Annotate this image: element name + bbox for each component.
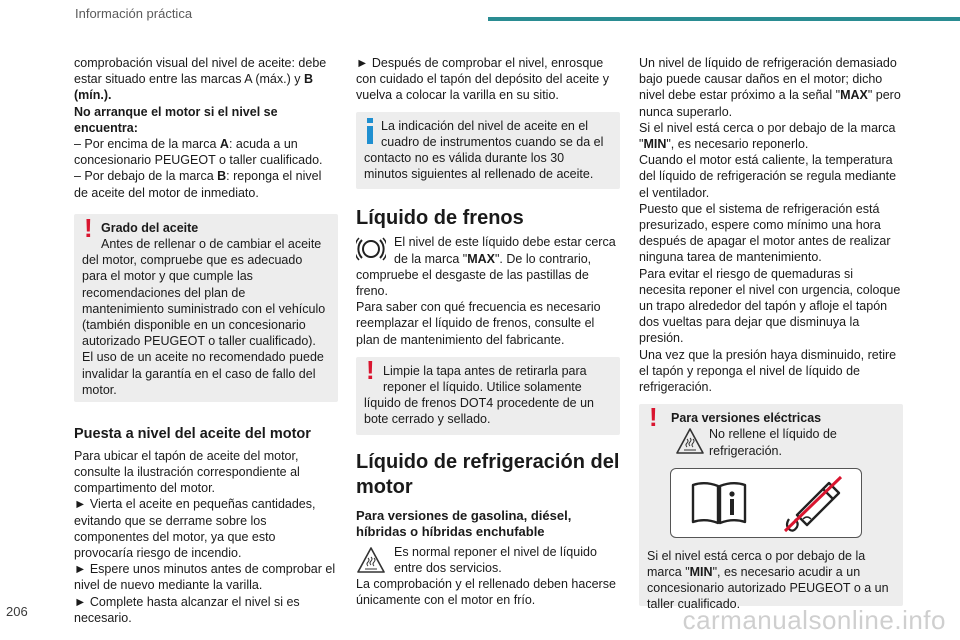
note-text: del motor, compruebe que es adecuado para el motor y que cumple las recomendaciones del plan de mantenimiento suministrado con el vehículo (también disponible en un concesionario autorizado PEUGEOT o taller cualificado). bbox=[82, 253, 326, 349]
brake-cap-warning bbox=[356, 354, 620, 435]
coolant-heading: Líquido de refrigeración del motor bbox=[356, 450, 620, 498]
no-refill-icon bbox=[779, 473, 847, 533]
text: entre dos servicios. bbox=[394, 560, 502, 575]
min-label: MIN bbox=[643, 137, 667, 152]
text: Un nivel de líquido de refrigeración demasiado bajo puede causar daños en el motor; dicho nivel debe estar próximo a la señal " bbox=[639, 56, 897, 103]
text: ", es necesario reponerlo. bbox=[666, 137, 809, 152]
pressurized-paragraph: Puesto que el sistema de refrigeración está presurizado, espere como mínimo una hora después de apagar el motor antes de realizar ninguna tarea de mantenimiento. bbox=[639, 201, 891, 265]
note-text: No rellene el líquido de bbox=[709, 427, 837, 442]
page-number: 206 bbox=[6, 604, 28, 619]
column-2 bbox=[356, 55, 620, 608]
text: La comprobación y el rellenado deben hacerse únicamente con el motor en frío. bbox=[356, 577, 616, 608]
warning-exclamation-icon: ! bbox=[649, 402, 658, 433]
text: – Por encima de la marca bbox=[74, 137, 220, 152]
step-complete: ► Complete hasta alcanzar el nivel si es necesario. bbox=[74, 594, 300, 625]
fan-paragraph: Cuando el motor está caliente, la temperatura del líquido de refrigeración se regula mediante el ventilador. bbox=[639, 153, 897, 200]
column-1 bbox=[74, 55, 338, 626]
text: compruebe el desgaste de las pastillas de freno. bbox=[356, 267, 589, 299]
note-title: Para versiones eléctricas bbox=[671, 411, 822, 426]
min-label: MIN bbox=[689, 565, 713, 580]
hot-hazard-icon bbox=[675, 427, 705, 455]
text: comprobación visual del nivel de aceite: debe estar situado entre las marcas A (máx.) y bbox=[74, 56, 327, 87]
info-icon bbox=[366, 118, 374, 144]
text: – Por debajo de la marca bbox=[74, 169, 218, 184]
text: : reponga el nivel de aceite del motor de inmediato. bbox=[74, 169, 322, 200]
brake-warning-icon bbox=[356, 235, 386, 263]
warning-exclamation-icon: ! bbox=[366, 354, 375, 385]
refill-paragraph: Una vez que la presión haya disminuido, retire el tapón y reponga el nivel de líquido de refrigeración. bbox=[639, 347, 897, 395]
text: " pero nunca superarlo. bbox=[639, 88, 901, 119]
text: de la marca " bbox=[394, 251, 468, 266]
text: Si el nivel está cerca o por debajo de la marca " bbox=[647, 548, 866, 580]
note-text: Antes de rellenar o de cambiar el aceite bbox=[101, 237, 322, 252]
note-text: La indicación del nivel de aceite en el bbox=[381, 118, 589, 133]
note-text: cuadro de instrumentos cuando se da el bbox=[381, 134, 604, 149]
burn-risk-paragraph: Para evitar el riesgo de quemaduras si necesita reponer el nivel con urgencia, coloque un trapo alrededor del tapón y afloje el tapón dos vueltas para dejar que disminuya la presión. bbox=[639, 266, 901, 346]
note-text: contacto no es válida durante los 30 minutos siguientes al rellenado de aceite. bbox=[364, 151, 594, 182]
section-title: Información práctica bbox=[75, 6, 193, 21]
note-text: reponer el líquido. Utilice solamente bbox=[383, 380, 582, 395]
note-text: refrigeración. bbox=[709, 443, 782, 458]
watermark: carmanualsonline.info bbox=[682, 605, 946, 635]
brake-fluid-heading: Líquido de frenos bbox=[356, 207, 524, 230]
coolant-paragraph bbox=[356, 544, 620, 609]
electric-versions-warning bbox=[639, 402, 903, 612]
oil-check-paragraph bbox=[74, 55, 338, 201]
hot-hazard-icon bbox=[356, 546, 386, 574]
max-label: MAX bbox=[840, 88, 868, 103]
brake-replacement-paragraph: Para saber con qué frecuencia es necesario reemplazar el líquido de frenos, consulte el plan de mantenimiento del fabricante. bbox=[356, 300, 601, 347]
min-level-paragraph bbox=[639, 120, 903, 152]
dipstick-paragraph: ► Después de comprobar el nivel, enrosque con cuidado el tapón del depósito del aceite y vuelva a colocar la varilla en su sitio. bbox=[356, 56, 609, 103]
brake-fluid-paragraph bbox=[356, 234, 620, 299]
symbol-panel bbox=[670, 468, 862, 538]
step-wait: ► Espere unos minutos antes de comprobar el nivel de nuevo mediante la varilla. bbox=[74, 562, 336, 593]
note-text: Limpie la tapa antes de retirarla para bbox=[383, 363, 587, 378]
text: ", es necesario acudir a un concesionario autorizado PEUGEOT o a un taller cualificado. bbox=[647, 565, 889, 612]
mark-b-text: B (mín.). bbox=[74, 72, 313, 103]
fuel-versions-heading: Para versiones de gasolina, diésel, híbridas o híbridas enchufable bbox=[356, 507, 572, 539]
manual-info-icon bbox=[689, 479, 749, 527]
text: El nivel de este líquido debe estar cerca bbox=[394, 235, 616, 250]
column-3 bbox=[639, 55, 903, 612]
oil-level-heading: Puesta a nivel del aceite del motor bbox=[74, 425, 311, 442]
oil-info-note bbox=[356, 112, 620, 190]
max-label: MAX bbox=[467, 251, 495, 266]
electric-min-paragraph bbox=[647, 548, 893, 613]
warning-exclamation-icon: ! bbox=[84, 212, 93, 243]
step-pour: ► Vierta el aceite en pequeñas cantidades, evitando que se derrame sobre los componentes del motor, ya que esto provocaría riesgo de incendio. bbox=[74, 497, 316, 561]
no-start-heading: No arranque el motor si el nivel se encuentra: bbox=[74, 104, 278, 135]
oil-cap-paragraph: Para ubicar el tapón de aceite del motor, consulte la ilustración correspondiente al compartimento del motor. bbox=[74, 448, 300, 496]
text: : acuda a un concesionario PEUGEOT o taller cualificado. bbox=[74, 137, 323, 168]
note-text: El uso de un aceite no recomendado puede invalidar la garantía en el caso de fallo del motor. bbox=[82, 350, 324, 397]
mark-a: A bbox=[219, 137, 229, 152]
text: Si el nivel está cerca o por debajo de la marca " bbox=[639, 120, 896, 152]
note-text: líquido de frenos DOT4 procedente de un bote cerrado y sellado. bbox=[364, 396, 595, 427]
note-title: Grado del aceite bbox=[101, 220, 199, 235]
header-accent-bar bbox=[488, 17, 960, 21]
low-coolant-paragraph bbox=[639, 55, 903, 120]
text: Es normal reponer el nivel de líquido bbox=[394, 544, 597, 559]
mark-b: B bbox=[217, 169, 227, 184]
oil-grade-warning bbox=[74, 214, 338, 402]
text: ". De lo contrario, bbox=[495, 251, 592, 266]
